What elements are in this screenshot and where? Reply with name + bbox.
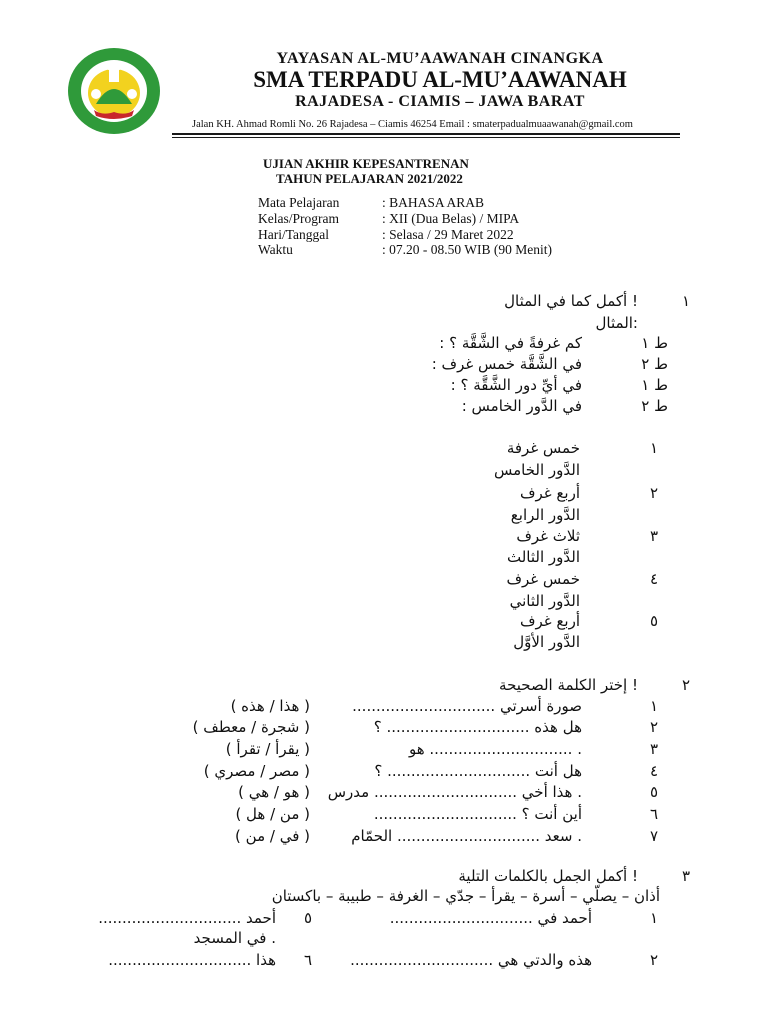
list-item-number: ٥ — [649, 612, 658, 630]
question-text: هل هذه .............................. ؟ — [373, 718, 582, 736]
question-number: ٣ — [649, 740, 658, 758]
question-number: ٢ — [649, 951, 658, 969]
list-item: الدَّور الثالث — [506, 548, 580, 566]
list-item: ثلاث غرف — [516, 527, 580, 545]
section2-number: ٢ — [681, 676, 690, 694]
info-label-time: Waktu — [258, 242, 293, 257]
section3-number: ٣ — [681, 867, 690, 885]
question-number: ١ — [649, 909, 658, 927]
dialog-speaker: ط ٢ — [641, 397, 668, 415]
answer-choices: ( هذا / هذه ) — [230, 697, 310, 715]
section2-title: ! إختر الكلمة الصحيحة — [499, 676, 638, 694]
info-value-subject: : BAHASA ARAB — [382, 195, 485, 210]
dialog-speaker: ط ٢ — [641, 355, 668, 373]
school-address: Jalan KH. Ahmad Romli No. 26 Rajadesa – Ciamis 46254 Email : smaterpadualmuaawanah@gmail.com — [192, 119, 633, 130]
exam-year: TAHUN PELAJARAN 2021/2022 — [276, 171, 463, 186]
answer-choices: ( هو / هي ) — [238, 783, 310, 801]
list-item: الدَّور الثاني — [509, 592, 580, 610]
dialog-speaker: ط ١ — [641, 334, 668, 352]
section1-example-label: :المثال — [595, 314, 638, 332]
header-divider — [172, 133, 680, 135]
info-value-date: : Selasa / 29 Maret 2022 — [382, 227, 514, 242]
question-text: . .............................. هو — [408, 740, 582, 758]
question-text: صورة أسرتي .............................. — [352, 697, 582, 715]
foundation-name: YAYASAN AL-MU’AAWANAH CINANGKA — [276, 50, 604, 67]
dialog-line: في أيِّ دور الشَّقَّة ؟ : — [450, 376, 582, 394]
question-text: . في المسجد — [193, 929, 276, 947]
question-number: ٧ — [649, 827, 658, 845]
question-number: ٤ — [649, 762, 658, 780]
list-item: الدَّور الخامس — [493, 461, 580, 479]
question-text: هذه والدتي هي .............................. — [350, 951, 592, 969]
answer-choices: ( من / هل ) — [235, 805, 310, 823]
answer-choices: ( شجرة / معطف ) — [192, 718, 310, 736]
info-label-date: Hari/Tanggal — [258, 227, 330, 242]
question-text: أحمد .............................. — [98, 909, 276, 927]
school-logo — [66, 46, 162, 136]
question-number: ٢ — [649, 718, 658, 736]
question-text: أين أنت ؟ .............................. — [373, 805, 582, 823]
question-text: هذا .............................. — [108, 951, 276, 969]
answer-choices: ( يقرأ / تقرأ ) — [225, 740, 310, 758]
question-number: ١ — [649, 697, 658, 715]
answer-choices: ( مصر / مصري ) — [203, 762, 310, 780]
section1-number: ١ — [681, 292, 690, 310]
info-label-subject: Mata Pelajaran — [258, 195, 340, 210]
question-number: ٥ — [649, 783, 658, 801]
info-value-time: : 07.20 - 08.50 WIB (90 Menit) — [382, 242, 552, 257]
list-item: خمس غرف — [506, 570, 580, 588]
list-item: أربع غرف — [519, 612, 580, 630]
list-item: الدَّور الأوَّل — [513, 633, 580, 651]
list-item-number: ١ — [649, 439, 658, 457]
list-item-number: ٤ — [649, 570, 658, 588]
header-divider-thin — [172, 137, 680, 138]
section3-title: ! أكمل الجمل بالكلمات التلية — [458, 867, 638, 885]
question-number: ٥ — [303, 909, 312, 927]
dialog-speaker: ط ١ — [641, 376, 668, 394]
list-item: الدَّور الرابع — [510, 506, 580, 524]
list-item-number: ٣ — [649, 527, 658, 545]
exam-title: UJIAN AKHIR KEPESANTRENAN — [263, 156, 469, 171]
school-name: SMA TERPADU AL-MU’AAWANAH — [253, 67, 627, 92]
section1-title: ! أكمل كما في المثال — [504, 292, 638, 310]
dialog-line: كم غرفةً في الشَّقَّة ؟ : — [439, 334, 582, 352]
question-text: . سعد .............................. الحمّام — [351, 827, 582, 845]
question-text: هل أنت .............................. ؟ — [374, 762, 582, 780]
dialog-line: في الدَّور الخامس : — [461, 397, 582, 415]
info-value-class: : XII (Dua Belas) / MIPA — [382, 211, 520, 226]
school-region: RAJADESA - CIAMIS – JAWA BARAT — [295, 93, 585, 110]
info-label-class: Kelas/Program — [258, 211, 339, 226]
answer-choices: ( في / من ) — [235, 827, 310, 845]
list-item: أربع غرف — [519, 484, 580, 502]
question-number: ٦ — [303, 951, 312, 969]
question-text: . هذا أخي .............................. مدرس — [327, 783, 582, 801]
question-number: ٦ — [649, 805, 658, 823]
word-bank: أذان – يصلّي – أسرة – يقرأ – جدّي – الغرفة – طبيبة – باكستان — [271, 887, 660, 905]
list-item: خمس غرفة — [506, 439, 580, 457]
dialog-line: في الشَّقَّة خمس غرف : — [431, 355, 582, 373]
question-text: أحمد في .............................. — [389, 909, 592, 927]
list-item-number: ٢ — [649, 484, 658, 502]
